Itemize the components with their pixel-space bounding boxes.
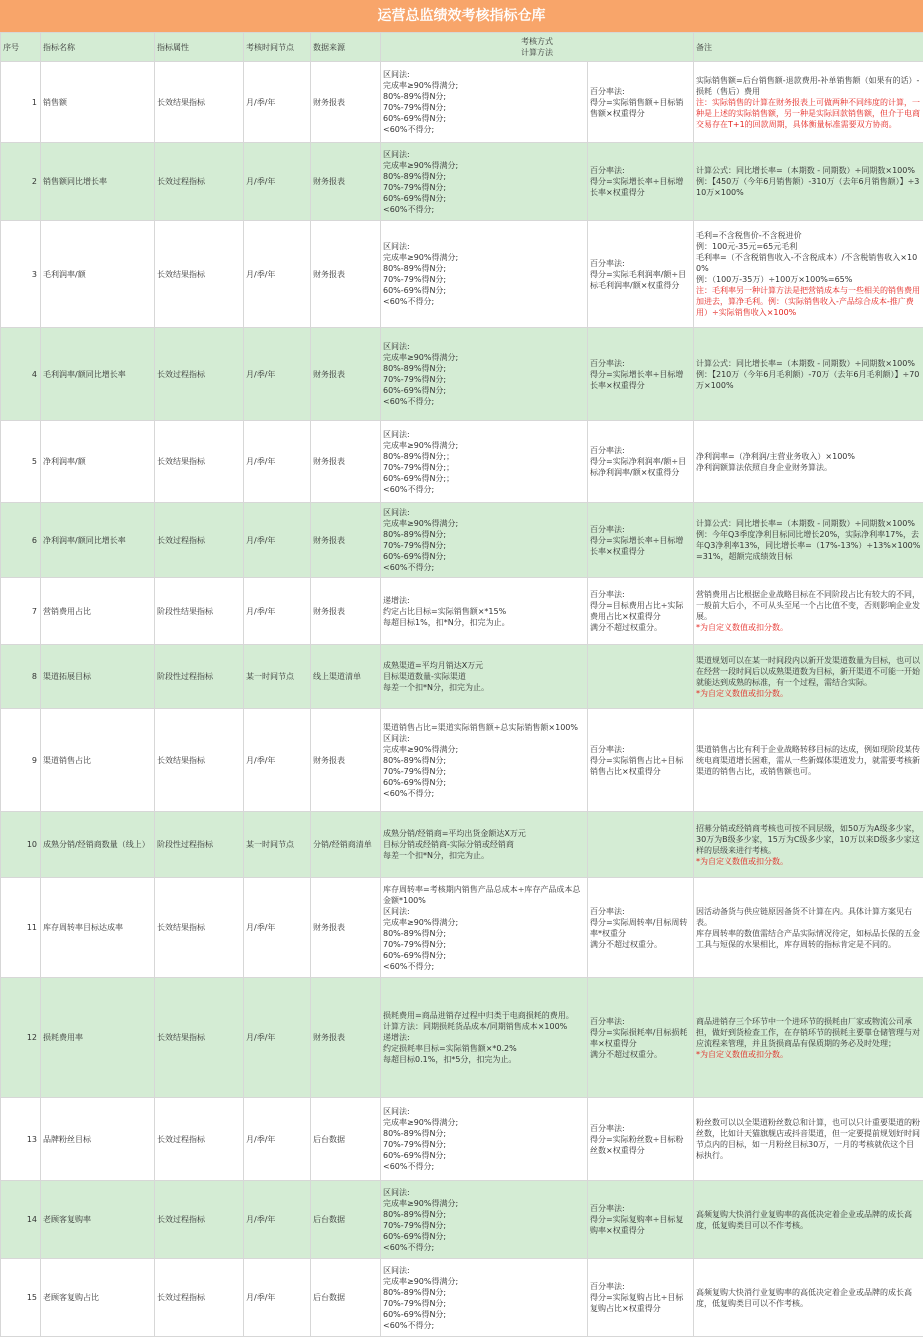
row-attr: 长效过程指标 <box>155 1259 244 1337</box>
row-source: 财务报表 <box>311 709 381 812</box>
row-source: 财务报表 <box>311 328 381 421</box>
row-method-interval: 成熟分销/经销商=平均出货金额达X万元 目标分销或经销商-实际分销或经销商 每差一个扣*N分，扣完为止。 <box>381 812 588 878</box>
row-name: 毛利润率/额同比增长率 <box>41 328 155 421</box>
row-method-percent: 百分率法: 得分=实际周转率/目标周转率*权重分 满分不超过权重分。 <box>588 878 694 978</box>
row-source: 后台数据 <box>311 1098 381 1181</box>
row-method-interval: 区间法: 完成率≥90%得满分; 80%-89%得N分; 70%-79%得N分; 60%-69%得N分; <60%不得分; <box>381 503 588 578</box>
row-name: 净利润率/额 <box>41 421 155 503</box>
row-seq: 14 <box>1 1181 41 1259</box>
row-note <box>694 62 923 143</box>
table-row <box>1 1259 923 1337</box>
row-method-interval: 区间法: 完成率≥90%得满分; 80%-89%得N分;； 70%-79%得N分;； 60%-69%得N分;； <60%不得分; <box>381 421 588 503</box>
row-method-interval: 区间法: 完成率≥90%得满分; 80%-89%得N分; 70%-79%得N分; 60%-69%得N分; <60%不得分; <box>381 1259 588 1337</box>
row-seq: 3 <box>1 221 41 328</box>
table-row <box>1 503 923 578</box>
row-note <box>694 421 923 503</box>
table-row <box>1 709 923 812</box>
row-note-text: 毛利=不含税售价-不含税进价 例：100元-35元=65元毛利 毛利率=（不含税销售收入-不含税成本）/不含税销售收入×100% 例：（100万-35万）÷100万×100%=65% <box>696 231 918 284</box>
row-note <box>694 221 923 328</box>
row-attr: 长效过程指标 <box>155 1098 244 1181</box>
table-row <box>1 878 923 978</box>
row-method-percent: 百分率法: 得分=实际粉丝数÷目标粉丝数×权重得分 <box>588 1098 694 1181</box>
row-note-highlight: *为自定义数值或扣分数。 <box>696 688 788 698</box>
row-method-interval: 损耗费用=商品进销存过程中归类于电商损耗的费用。 计算方法：同期损耗货品成本/同期销售成本×100% 递增法: 约定损耗率目标=实际销售额×*0.2% 每超目标0.1%，扣*5分，扣完为止。 <box>381 978 588 1098</box>
row-time: 月/季/年 <box>244 1098 311 1181</box>
row-name: 营销费用占比 <box>41 578 155 645</box>
row-note-text: 招募分销或经销商考核也可按不同层级，如50万为A级多少家，30万为B级多少家，15万为C级多少家，10万以来D级多少家这样的层级来进行考核。 <box>696 823 920 855</box>
row-method-interval: 区间法: 完成率≥90%得满分; 80%-89%得N分; 70%-79%得N分; 60%-69%得N分; <60%不得分; <box>381 328 588 421</box>
row-note-text: 渠道规划可以在某一时间段内以新开发渠道数量为目标，也可以在经营一段时间后以成熟渠道数为目标，新开渠道不可能一开始就能达到成熟的标准，有一个过程，需结合实际。 <box>696 655 920 687</box>
header-name: 指标名称 <box>41 33 155 62</box>
table-row <box>1 578 923 645</box>
row-method-interval: 区间法: 完成率≥90%得满分; 80%-89%得N分; 70%-79%得N分; 60%-69%得N分; <60%不得分; <box>381 221 588 328</box>
row-note <box>694 978 923 1098</box>
row-attr: 阶段性结果指标 <box>155 578 244 645</box>
row-note-text: 计算公式：同比增长率=（本期数 - 同期数）÷同期数×100% 例：今年Q3季度净利目标同比增长20%，实际净利率17%，去年Q3净利率13%，同比增长率=（17%-13%）÷13%×100%=31%，超额完成绩效目标 <box>696 519 921 561</box>
header-time: 考核时间节点 <box>244 33 311 62</box>
table-row <box>1 62 923 143</box>
row-method-interval: 区间法: 完成率≥90%得满分; 80%-89%得N分; 70%-79%得N分; 60%-69%得N分; <60%不得分; <box>381 143 588 221</box>
row-note-text: 计算公式：同比增长率=（本期数 - 同期数）÷同期数×100% 例：【450万（今年6月销售额）-310万（去年6月销售额）】÷310万×100% <box>696 166 920 197</box>
header-method-line1: 考核方式 <box>521 37 553 46</box>
table-row <box>1 1098 923 1181</box>
row-method-interval: 渠道销售占比=渠道实际销售额÷总实际销售额×100% 区间法: 完成率≥90%得满分; 80%-89%得N分; 70%-79%得N分; 60%-69%得N分; <60%不得分; <box>381 709 588 812</box>
row-method-percent: 百分率法: 得分=实际毛利润率/额÷目标毛利润率/额×权重得分 <box>588 221 694 328</box>
row-note <box>694 503 923 578</box>
row-time: 月/季/年 <box>244 709 311 812</box>
row-attr: 阶段性过程指标 <box>155 645 244 709</box>
row-method-percent: 百分率法: 得分=实际复购率÷目标复购率×权重得分 <box>588 1181 694 1259</box>
row-attr: 长效过程指标 <box>155 503 244 578</box>
row-note-text: 商品进销存三个环节中一个进环节的损耗由厂家或物流公司承担，做好到货检查工作，在存销环节的损耗主要靠仓储管理与对应流程来管理，并且货损商品有保质期的务必及时处理； <box>696 1016 920 1048</box>
table-row <box>1 143 923 221</box>
row-name: 销售额 <box>41 62 155 143</box>
row-method-percent: 百分率法: 得分=实际复购占比÷目标复购占比×权重得分 <box>588 1259 694 1337</box>
row-seq: 8 <box>1 645 41 709</box>
row-source: 线上渠道清单 <box>311 645 381 709</box>
row-method-percent: 百分率法: 得分=实际销售额÷目标销售额×权重得分 <box>588 62 694 143</box>
row-note-text: 净利润率=（净利润/主营业务收入）×100% 净利润额算法依照自身企业财务算法。 <box>696 451 855 472</box>
row-note-highlight: *为自定义数值或扣分数。 <box>696 623 788 632</box>
row-attr: 长效结果指标 <box>155 62 244 143</box>
row-note <box>694 1181 923 1259</box>
row-attr: 阶段性过程指标 <box>155 812 244 878</box>
table-row <box>1 1181 923 1259</box>
row-attr: 长效过程指标 <box>155 1181 244 1259</box>
row-method-percent: 百分率法: 得分=实际增长率÷目标增长率×权重得分 <box>588 328 694 421</box>
row-note-text: 实际销售额=后台销售额-退款费用-补单销售额（如果有的话）-损耗（售后）费用 <box>696 75 920 96</box>
row-time: 月/季/年 <box>244 1259 311 1337</box>
row-seq: 6 <box>1 503 41 578</box>
row-seq: 13 <box>1 1098 41 1181</box>
row-time: 月/季/年 <box>244 328 311 421</box>
row-source: 财务报表 <box>311 143 381 221</box>
table-row <box>1 978 923 1098</box>
row-seq: 2 <box>1 143 41 221</box>
row-source: 财务报表 <box>311 578 381 645</box>
row-note-highlight: *为自定义数值或扣分数。 <box>696 856 788 866</box>
row-method-percent: 百分率法: 得分=目标费用占比÷实际费用占比×权重得分 满分不超过权重分。 <box>588 578 694 645</box>
row-name: 销售额同比增长率 <box>41 143 155 221</box>
row-source: 财务报表 <box>311 421 381 503</box>
row-name: 净利润率/额同比增长率 <box>41 503 155 578</box>
row-seq: 7 <box>1 578 41 645</box>
row-method-percent <box>588 645 694 709</box>
row-seq: 9 <box>1 709 41 812</box>
row-name: 库存周转率目标达成率 <box>41 878 155 978</box>
row-attr: 长效过程指标 <box>155 143 244 221</box>
row-note <box>694 709 923 812</box>
row-note <box>694 328 923 421</box>
row-source: 财务报表 <box>311 978 381 1098</box>
row-note-text: 营销费用占比根据企业战略目标在不同阶段占比有较大的不同，一般前大后小，不可从头至尾一个占比值不变，否则影响企业发展。 <box>696 590 920 621</box>
row-note <box>694 1098 923 1181</box>
kpi-table <box>0 32 923 1337</box>
table-row <box>1 328 923 421</box>
row-note-highlight: *为自定义数值或扣分数。 <box>696 1049 788 1059</box>
row-source: 后台数据 <box>311 1181 381 1259</box>
row-source: 财务报表 <box>311 62 381 143</box>
row-note <box>694 645 923 709</box>
row-time: 月/季/年 <box>244 578 311 645</box>
row-note <box>694 878 923 978</box>
row-note <box>694 578 923 645</box>
row-name: 渠道拓展目标 <box>41 645 155 709</box>
row-name: 品牌粉丝目标 <box>41 1098 155 1181</box>
table-row <box>1 221 923 328</box>
row-method-percent: 百分率法: 得分=实际损耗率/目标损耗率×权重得分 满分不超过权重分。 <box>588 978 694 1098</box>
row-attr: 长效结果指标 <box>155 221 244 328</box>
row-attr: 长效结果指标 <box>155 421 244 503</box>
header-attr: 指标属性 <box>155 33 244 62</box>
row-attr: 长效结果指标 <box>155 709 244 812</box>
row-seq: 12 <box>1 978 41 1098</box>
table-header-row <box>1 33 923 62</box>
row-name: 老顾客复购占比 <box>41 1259 155 1337</box>
row-note-highlight: 注：实际销售的计算在财务报表上可做两种不同纬度的计算，一种是上述的实际销售额，另一种是实际回款销售额，但介于电商交易存在T+1的回款周期，具体衡量标准需要双方协商。 <box>696 97 920 129</box>
row-method-interval: 递增法: 约定占比目标=实际销售额×*15% 每超目标1%，扣*N分，扣完为止。 <box>381 578 588 645</box>
page-title: 运营总监绩效考核指标仓库 <box>0 0 923 32</box>
row-seq: 5 <box>1 421 41 503</box>
row-note-text: 渠道销售占比有利于企业战略转移目标的达成，例如现阶段某传统电商渠道增长困难，需从一些新媒体渠道发力，就需要考核新渠道的销售占比，或销售额也可。 <box>696 744 920 776</box>
row-name: 损耗费用率 <box>41 978 155 1098</box>
row-seq: 11 <box>1 878 41 978</box>
table-row <box>1 645 923 709</box>
row-name: 渠道销售占比 <box>41 709 155 812</box>
row-method-interval: 区间法: 完成率≥90%得满分; 80%-89%得N分; 70%-79%得N分; 60%-69%得N分; <60%不得分; <box>381 62 588 143</box>
row-time: 月/季/年 <box>244 143 311 221</box>
row-name: 毛利润率/额 <box>41 221 155 328</box>
row-name: 老顾客复购率 <box>41 1181 155 1259</box>
row-time: 月/季/年 <box>244 221 311 328</box>
row-attr: 长效结果指标 <box>155 978 244 1098</box>
row-time: 月/季/年 <box>244 62 311 143</box>
row-method-interval: 库存周转率=考核期内销售产品总成本÷库存产品成本总金额*100% 区间法: 完成率≥90%得满分; 80%-89%得N分; 70%-79%得N分; 60%-69%得N分; <60%不得分; <box>381 878 588 978</box>
row-note-text: 高频复购大快消行业复购率的高低决定着企业或品牌的成长高度，低复购类目可以不作考核。 <box>696 1209 912 1230</box>
header-seq: 序号 <box>1 33 41 62</box>
header-method-line2: 计算方法 <box>521 48 553 57</box>
row-time: 月/季/年 <box>244 503 311 578</box>
row-name: 成熟分销/经销商数量（线上） <box>41 812 155 878</box>
row-method-percent: 百分率法: 得分=实际净利润率/额÷目标净利润率/额×权重得分 <box>588 421 694 503</box>
row-time: 月/季/年 <box>244 1181 311 1259</box>
row-note <box>694 1259 923 1337</box>
row-note-text: 因活动备货与供应链原因备货不计算在内。具体计算方案见右表。 库存周转率的数值需结合产品实际情况待定，如标品长保的五金工具与短保的水果相比，库存周转的指标肯定是不同的。 <box>696 906 920 949</box>
row-attr: 长效结果指标 <box>155 878 244 978</box>
row-seq: 1 <box>1 62 41 143</box>
row-time: 月/季/年 <box>244 421 311 503</box>
row-seq: 10 <box>1 812 41 878</box>
table-row <box>1 421 923 503</box>
header-note: 备注 <box>694 33 923 62</box>
row-source: 后台数据 <box>311 1259 381 1337</box>
row-seq: 4 <box>1 328 41 421</box>
row-method-percent: 百分率法: 得分=实际增长率÷目标增长率×权重得分 <box>588 503 694 578</box>
row-source: 财务报表 <box>311 878 381 978</box>
header-source: 数据来源 <box>311 33 381 62</box>
table-row <box>1 812 923 878</box>
header-method <box>381 33 694 62</box>
row-source: 分销/经销商清单 <box>311 812 381 878</box>
row-time: 某一时间节点 <box>244 812 311 878</box>
row-method-interval: 成熟渠道=平均月销达X万元 目标渠道数量-实际渠道 每差一个扣*N分，扣完为止。 <box>381 645 588 709</box>
row-note-text: 计算公式：同比增长率=（本期数 - 同期数）÷同期数×100% 例：【210万（今年6月毛利额）-70万（去年6月毛利额）】÷70万×100% <box>696 358 920 390</box>
row-time: 某一时间节点 <box>244 645 311 709</box>
row-method-percent: 百分率法: 得分=实际销售占比÷目标销售占比×权重得分 <box>588 709 694 812</box>
row-source: 财务报表 <box>311 503 381 578</box>
row-method-percent: 百分率法: 得分=实际增长率÷目标增长率×权重得分 <box>588 143 694 221</box>
row-time: 月/季/年 <box>244 978 311 1098</box>
row-attr: 长效过程指标 <box>155 328 244 421</box>
row-seq: 15 <box>1 1259 41 1337</box>
row-note <box>694 812 923 878</box>
row-method-interval: 区间法: 完成率≥90%得满分; 80%-89%得N分; 70%-79%得N分; 60%-69%得N分; <60%不得分; <box>381 1181 588 1259</box>
row-time: 月/季/年 <box>244 878 311 978</box>
row-note-text: 高频复购大快消行业复购率的高低决定着企业或品牌的成长高度，低复购类目可以不作考核。 <box>696 1287 912 1308</box>
row-method-interval: 区间法: 完成率≥90%得满分; 80%-89%得N分; 70%-79%得N分; 60%-69%得N分; <60%不得分; <box>381 1098 588 1181</box>
row-note-highlight: 注：毛利率另一种计算方法是把营销成本与一些相关的销售费用加进去，算净毛利。例：（实际销售收入-产品综合成本-推广费用）÷实际销售收入×100% <box>696 286 920 317</box>
row-source: 财务报表 <box>311 221 381 328</box>
row-note-text: 粉丝数可以以全渠道粉丝数总和计算，也可以只计重要渠道的粉丝数，比如计天猫旗舰店或抖音渠道，但一定要提前规划好时间节点内的目标，如一月粉丝目标30万，一月的考核就依这个目标执行。 <box>696 1118 920 1160</box>
row-note <box>694 143 923 221</box>
row-method-percent <box>588 812 694 878</box>
